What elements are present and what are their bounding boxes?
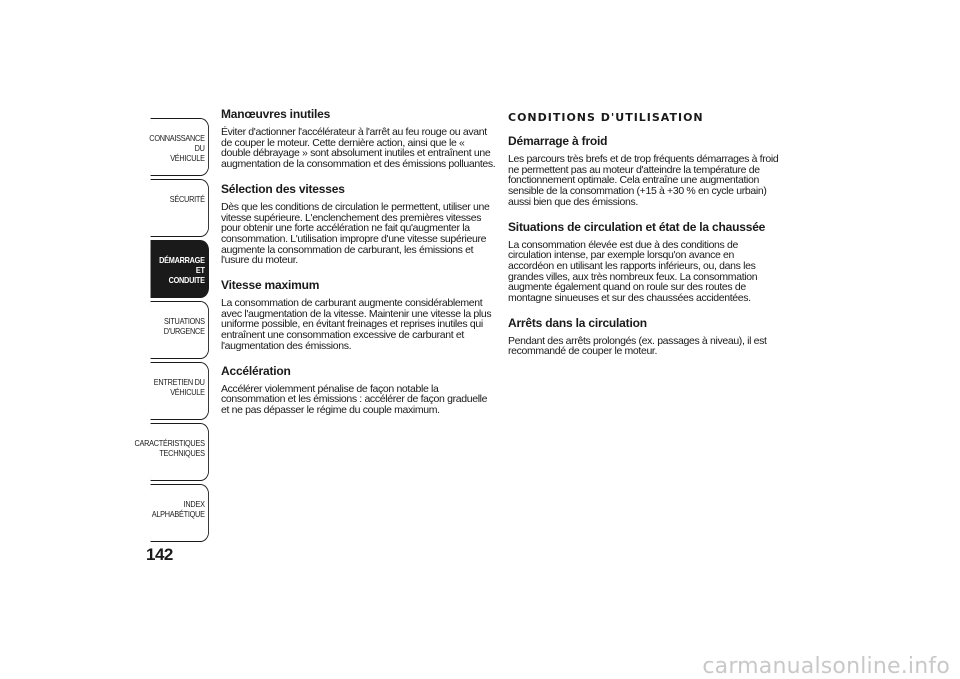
section-text: La consommation élevée est due à des conditions de circulation intense, par exemple lorsqu'on avance en accordéon en utilisant les rapports inférieurs, ou, dans les grandes villes, aux très nombreux feux. La consommation augmente également quand on roule sur des routes de montagne sinueuses et sur des chaussées accidentées. (508, 238, 758, 305)
section-heading: Manœuvres inutiles (221, 107, 331, 121)
tab-index-alphabetique[interactable] (151, 484, 209, 542)
page-number: 142 (146, 545, 173, 564)
section-text: Dès que les conditions de circulation le permettent, utiliser une vitesse supérieure. L'enclenchement des premières vitesses pour obtenir une forte accélération ne fait qu'augmenter la consommation. L'utilisation impropre d'une vitesse supérieure augmente la consommation de carburant, les émissions et l'usure du moteur. (221, 200, 490, 267)
section-text: Pendant des arrêts prolongés (ex. passages à niveau), il est recommandé de couper le moteur. (508, 334, 767, 358)
left-column (221, 107, 496, 428)
section-heading: Vitesse maximum (221, 278, 320, 293)
tab-label: SITUATIONS D'URGENCE (163, 316, 205, 336)
tab-securite[interactable] (151, 179, 209, 237)
section-heading: Accélération (221, 363, 291, 378)
section-text: La consommation de carburant augmente considérablement avec l'augmentation de la vitesse. Maintenir une vitesse la plus uniforme possible, en évitant freinages et reprises inutiles qui entraînent une consommation excessive de carburant et l'augmentation des émissions. (221, 297, 492, 352)
tab-label: CARACTÉRISTIQUES TECHNIQUES (134, 438, 205, 458)
section-text: Éviter d'actionner l'accélérateur à l'arrêt au feu rouge ou avant de couper le moteur. Cette dernière action, ainsi que le « double débrayage » sont absolument inutiles et entraînent une augmentation de la consommation et des émissions polluantes. (221, 126, 496, 171)
tab-label: ENTRETIEN DU VÉHICULE (153, 377, 205, 397)
tab-caracteristiques-techniques[interactable] (134, 423, 209, 481)
tab-label: INDEX ALPHABÉTIQUE (151, 499, 205, 519)
section-heading: Arrêts dans la circulation (508, 315, 647, 330)
tab-entretien-du-vehicule[interactable] (151, 362, 209, 420)
right-column (508, 107, 780, 369)
tab-situations-d-urgence[interactable] (151, 301, 209, 359)
section-heading: Situations de circulation et état de la chaussée (508, 219, 766, 234)
section-heading: Sélection des vitesses (221, 181, 345, 196)
watermark: carmanualsonline.info (702, 654, 950, 679)
tab-demarrage-et-conduite[interactable] (151, 240, 209, 298)
tab-connaissance-du-vehicule[interactable] (151, 118, 209, 176)
tab-label: SÉCURITÉ (169, 194, 205, 204)
tab-label: DÉMARRAGE ET CONDUITE (159, 255, 205, 285)
tab-label: CONNAISSANCE DU VÉHICULE (149, 133, 205, 163)
section-text: Accélérer violemment pénalise de façon notable la consommation et les émissions : accélérer de façon graduelle et ne pas dépasser le régime du couple maximum. (221, 382, 488, 416)
section-text: Les parcours très brefs et de trop fréquents démarrages à froid ne permettent pas au moteur d'atteindre la température de fonctionnement optimale. Cela entraîne une augmentation sensible de la consommation (+15 à +30 % en cycle urbain) aussi bien que des émissions. (508, 153, 779, 208)
chapter-section-title: CONDITIONS D'UTILISATION (508, 111, 704, 124)
section-heading: Démarrage à froid (508, 134, 608, 148)
